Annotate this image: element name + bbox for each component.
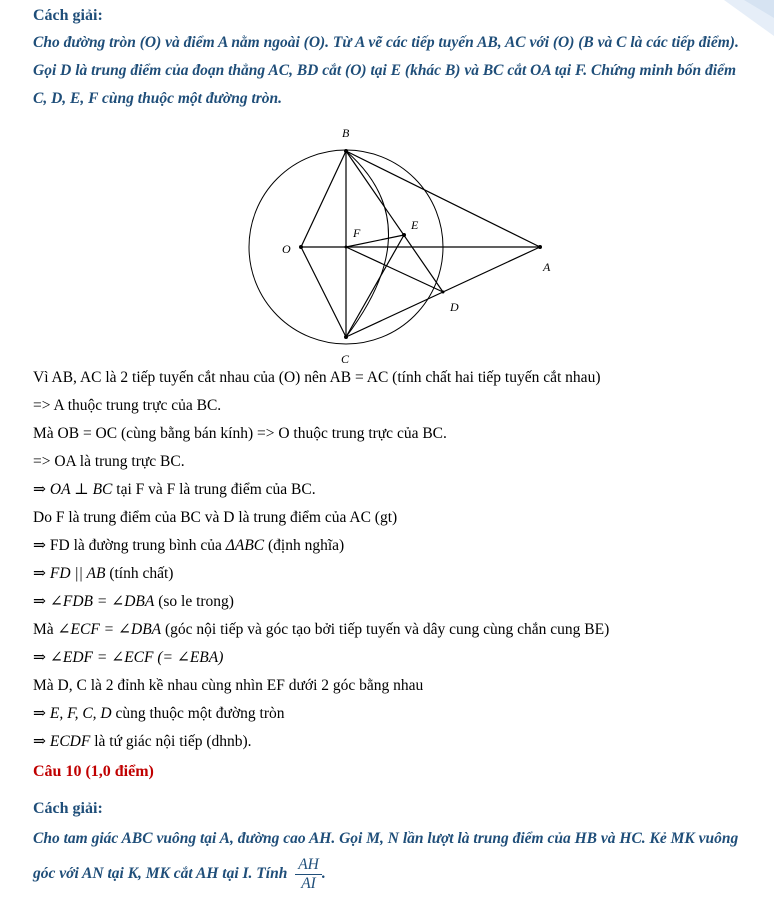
tangent-ab xyxy=(346,151,540,247)
line-text: (so le trong) xyxy=(158,593,234,610)
line-text-pre: Mà xyxy=(33,621,54,638)
proof-line-2: => A thuộc trung trực của BC. xyxy=(33,397,222,414)
geometry-diagram xyxy=(33,115,748,363)
line-text: tại F và F là trung điểm của BC. xyxy=(116,481,316,498)
implies-symbol: ⇒ xyxy=(33,565,46,582)
segment-fd xyxy=(346,247,443,292)
point-o xyxy=(299,245,303,249)
point-a xyxy=(538,245,542,249)
implies-symbol: ⇒ xyxy=(33,733,46,750)
solution-heading: Cách giải: xyxy=(33,7,103,24)
line-text: (tính chất) xyxy=(109,565,174,582)
solution-heading-2: Cách giải: xyxy=(33,800,103,817)
problem-2-text: Cho tam giác ABC vuông tại A, đường cao AH. Gọi M, N lần lượt là trung điểm của HB và HC. Kẻ MK vuông góc với AN tại K, MK cắt AH tại I. Tính xyxy=(33,830,739,883)
line-text-tail: (định nghĩa) xyxy=(268,537,345,554)
implies-symbol: ⇒ xyxy=(33,537,46,554)
line-text: cùng thuộc một đường tròn xyxy=(115,705,285,722)
point-c xyxy=(344,335,348,339)
circle-cdef-arc xyxy=(346,151,389,337)
proof-line-13 xyxy=(33,703,748,731)
geometry-figure xyxy=(33,115,748,363)
math-expression: ECDF xyxy=(49,733,91,750)
line-text: FD là đường trung bình của xyxy=(49,537,222,554)
problem-statement-2: Cho tam giác ABC vuông tại A, đường cao AH. Gọi M, N lần lượt là trung điểm của HB và HC. Kẻ MK vuông góc với AN tại K, MK cắt AH tại I. Tính $\frac{AH}{AI}$ . xyxy=(33,830,739,892)
point-b xyxy=(344,149,348,153)
label-a: A xyxy=(543,260,551,274)
label-e: E xyxy=(411,218,419,232)
segment-oc xyxy=(301,247,346,337)
segment-bd xyxy=(346,151,443,292)
fraction-ah-ai xyxy=(295,856,322,893)
proof-line-1: Vì AB, AC là 2 tiếp tuyến cắt nhau của (O) nên AB = AC (tính chất hai tiếp tuyến cắt nhau) xyxy=(33,369,601,386)
math-expression: ΔABC xyxy=(225,537,265,554)
implies-symbol: ⇒ xyxy=(33,481,46,498)
proof-line-7 xyxy=(33,535,748,563)
implies-symbol: ⇒ xyxy=(33,705,46,722)
proof-line-4: => OA là trung trực BC. xyxy=(33,453,185,470)
question-10-title: Câu 10 (1,0 điểm) xyxy=(33,763,154,780)
math-expression: ∠ECF = ∠DBA xyxy=(57,621,162,638)
label-c: C xyxy=(341,352,350,363)
proof-line-6: Do F là trung điểm của BC và D là trung điểm của AC (gt) xyxy=(33,509,398,526)
math-expression: FD || AB xyxy=(49,565,106,582)
solution-page xyxy=(33,6,748,893)
proof-line-10 xyxy=(33,619,748,647)
proof-line-11 xyxy=(33,647,748,675)
line-text: (góc nội tiếp và góc tạo bởi tiếp tuyến và dây cung cùng chắn cung BE) xyxy=(165,621,610,638)
proof-line-14 xyxy=(33,731,748,759)
implies-symbol: ⇒ xyxy=(33,649,46,666)
label-f: F xyxy=(353,226,361,240)
fraction-numerator: AH xyxy=(295,856,322,875)
problem-statement: Cho đường tròn (O) và điểm A nằm ngoài (O). Từ A vẽ các tiếp tuyến AB, AC với (O) (B và C là các tiếp điểm). Gọi D là trung điểm của đoạn thẳng AC, BD cắt (O) tại E (khác B) và BC cắt OA tại F. Chứng minh bốn điểm C, D, E, F cùng thuộc một đường tròn. xyxy=(33,34,739,107)
math-expression: E, F, C, D xyxy=(49,705,112,722)
label-o: O xyxy=(282,242,291,256)
math-expression: ∠EDF = ∠ECF (= ∠EBA) xyxy=(49,649,224,666)
point-f xyxy=(345,246,348,249)
segment-ce xyxy=(346,235,404,337)
proof-line-12: Mà D, C là 2 đỉnh kề nhau cùng nhìn EF dưới 2 góc bằng nhau xyxy=(33,677,424,694)
line-text: là tứ giác nội tiếp (dhnb). xyxy=(94,733,252,750)
segment-ob xyxy=(301,151,346,247)
point-e xyxy=(402,233,406,237)
implies-symbol: ⇒ xyxy=(33,593,46,610)
proof-line-9 xyxy=(33,591,748,619)
fraction-denominator: AI xyxy=(301,875,316,892)
label-b: B xyxy=(342,126,350,140)
proof-line-3: Mà OB = OC (cùng bằng bán kính) => O thuộc trung trực của BC. xyxy=(33,425,447,442)
label-d: D xyxy=(450,300,459,314)
proof-line-8 xyxy=(33,563,748,591)
point-d xyxy=(442,291,445,294)
math-expression: ∠FDB = ∠DBA xyxy=(49,593,155,610)
proof-line-5 xyxy=(33,479,748,507)
math-expression: OA ⊥ BC xyxy=(49,481,113,498)
